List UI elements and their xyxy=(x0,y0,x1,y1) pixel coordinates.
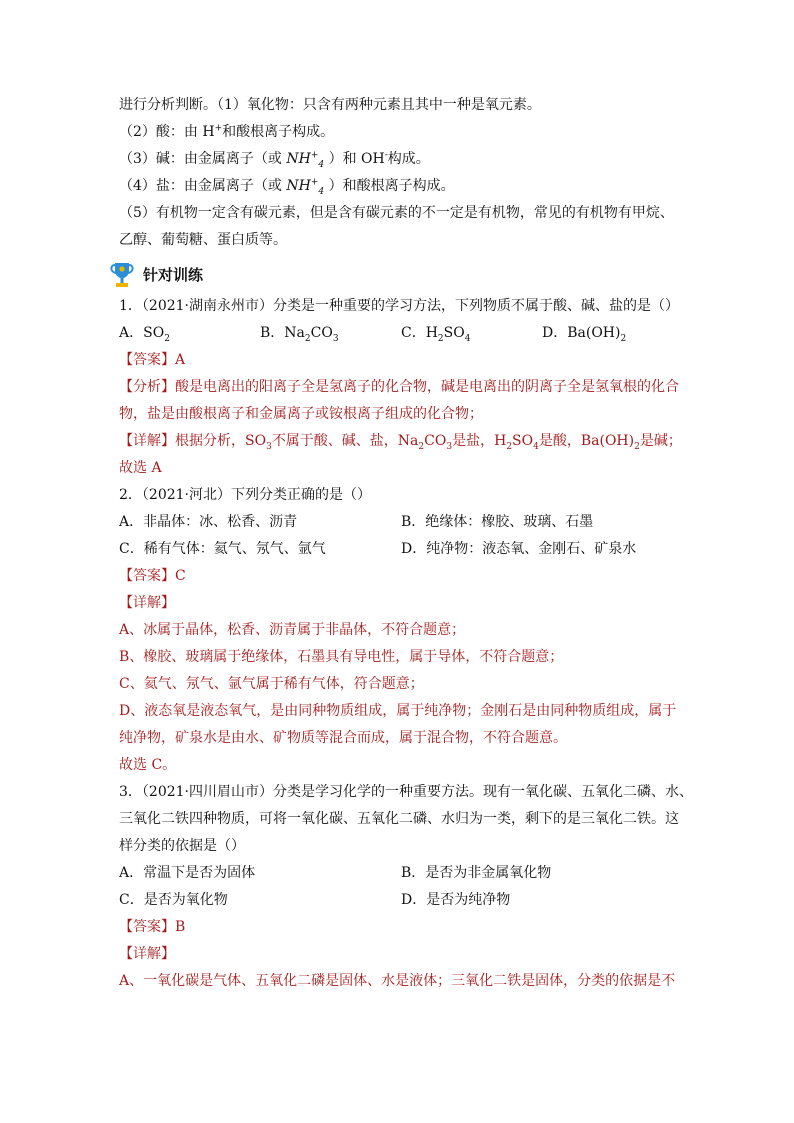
q1-option-a: A．$SO_2$ xyxy=(119,325,170,344)
q2-option-a: A．非晶体：冰、松香、沥青 xyxy=(119,514,298,530)
section-heading xyxy=(119,257,684,293)
ammonium-formula: $NH^+_4$ xyxy=(286,177,325,197)
q3-answer: 【答案】B xyxy=(119,919,186,935)
q3-option-d: D．是否为纯净物 xyxy=(401,892,511,908)
intro-line-3: （3）碱：由金属离子（或 $NH^+_4$ ）和 OH-构成。 xyxy=(119,150,430,170)
intro-line-2: （2）酸：由 H+和酸根离子构成。 xyxy=(119,123,335,140)
q2-option-c: C．稀有气体：氦气、氖气、氩气 xyxy=(119,541,326,557)
q2-detail-heading: 【详解】 xyxy=(119,595,175,611)
q2-choose: 故选 C。 xyxy=(119,757,177,773)
intro-line-6: 乙醇、葡萄糖、蛋白质等。 xyxy=(119,232,287,248)
trophy-icon xyxy=(109,260,135,290)
intro-line-5: （5）有机物一定含有碳元素，但是含有碳元素的不一定是有机物，常见的有机物有甲烷、 xyxy=(119,205,674,221)
q2-options-row-2 xyxy=(119,536,684,563)
q3-options-row-1 xyxy=(119,860,684,887)
q3-option-b: B．是否为非金属氧化物 xyxy=(401,865,552,881)
q3-stem-line-2: 三氧化二铁四种物质，可将一氧化碳、五氧化二磷、水归为一类，剩下的是三氧化二铁。这 xyxy=(119,811,679,827)
q2-answer: 【答案】C xyxy=(119,568,186,584)
q1-option-b: B．$Na_2CO_3$ xyxy=(260,325,339,344)
q1-detail: 【详解】根据分析，$SO_3$不属于酸、碱、盐，$Na_2CO_3$是盐，$H_2SO_4$是酸，$Ba(OH)_2$是碱； xyxy=(119,433,682,452)
ammonium-formula: $NH^+_4$ xyxy=(286,150,325,170)
q1-stem: 1．（2021·湖南永州市）分类是一种重要的学习方法，下列物质不属于酸、碱、盐的是（） xyxy=(119,298,679,314)
q2-explain-c: C、氦气、氖气、氩气属于稀有气体，符合题意； xyxy=(119,676,424,692)
intro-line-4: （4）盐：由金属离子（或 $NH^+_4$ ）和酸根离子构成。 xyxy=(119,177,455,197)
q1-options xyxy=(119,320,684,347)
q3-stem-line-3: 样分类的依据是（） xyxy=(119,838,245,854)
intro-line-1: 进行分析判断。（1）氧化物：只含有两种元素且其中一种是氧元素。 xyxy=(119,97,541,113)
q2-explain-d-1: D、液态氧是液态氧气，是由同种物质组成，属于纯净物；金刚石是由同种物质组成，属于 xyxy=(119,703,677,719)
q2-option-d: D．纯净物：液态氧、金刚石、矿泉水 xyxy=(401,541,637,557)
q2-explain-b: B、橡胶、玻璃属于绝缘体，石墨具有导电性，属于导体，不符合题意； xyxy=(119,649,564,665)
q3-stem-line-1: 3．（2021·四川眉山市）分类是学习化学的一种重要方法。现有一氧化碳、五氧化二磷、水、 xyxy=(119,784,693,800)
q3-explain-a: A、一氧化碳是气体、五氧化二磷是固体、水是液体；三氧化二铁是固体，分类的依据是不 xyxy=(119,973,676,989)
q2-stem: 2．（2021·河北）下列分类正确的是（） xyxy=(119,487,371,503)
section-title: 针对训练 xyxy=(143,266,204,284)
q1-choose: 故选 A xyxy=(119,460,162,476)
q1-analysis-line-2: 物，盐是由酸根离子和金属离子或铵根离子组成的化合物； xyxy=(119,406,483,422)
q2-options-row-1 xyxy=(119,509,684,536)
q2-option-b: B．绝缘体：橡胶、玻璃、石墨 xyxy=(401,514,594,530)
q3-detail-heading: 【详解】 xyxy=(119,946,175,962)
q1-option-d: D．$Ba(OH)_2$ xyxy=(542,325,627,344)
q1-analysis-line-1: 【分析】酸是电离出的阳离子全是氢离子的化合物，碱是电离出的阴离子全是氢氧根的化合 xyxy=(119,379,679,395)
document-page xyxy=(119,92,693,995)
q3-options-row-2 xyxy=(119,887,684,914)
q2-explain-d-2: 纯净物，矿泉水是由水、矿物质等混合而成，属于混合物，不符合题意。 xyxy=(119,730,567,746)
q1-option-c: C．$H_2SO_4$ xyxy=(401,325,471,344)
q3-option-a: A．常温下是否为固体 xyxy=(119,865,256,881)
q1-answer: 【答案】A xyxy=(119,352,186,368)
q2-explain-a: A、冰属于晶体，松香、沥青属于非晶体，不符合题意； xyxy=(119,622,466,638)
q3-option-c: C．是否为氧化物 xyxy=(119,892,228,908)
